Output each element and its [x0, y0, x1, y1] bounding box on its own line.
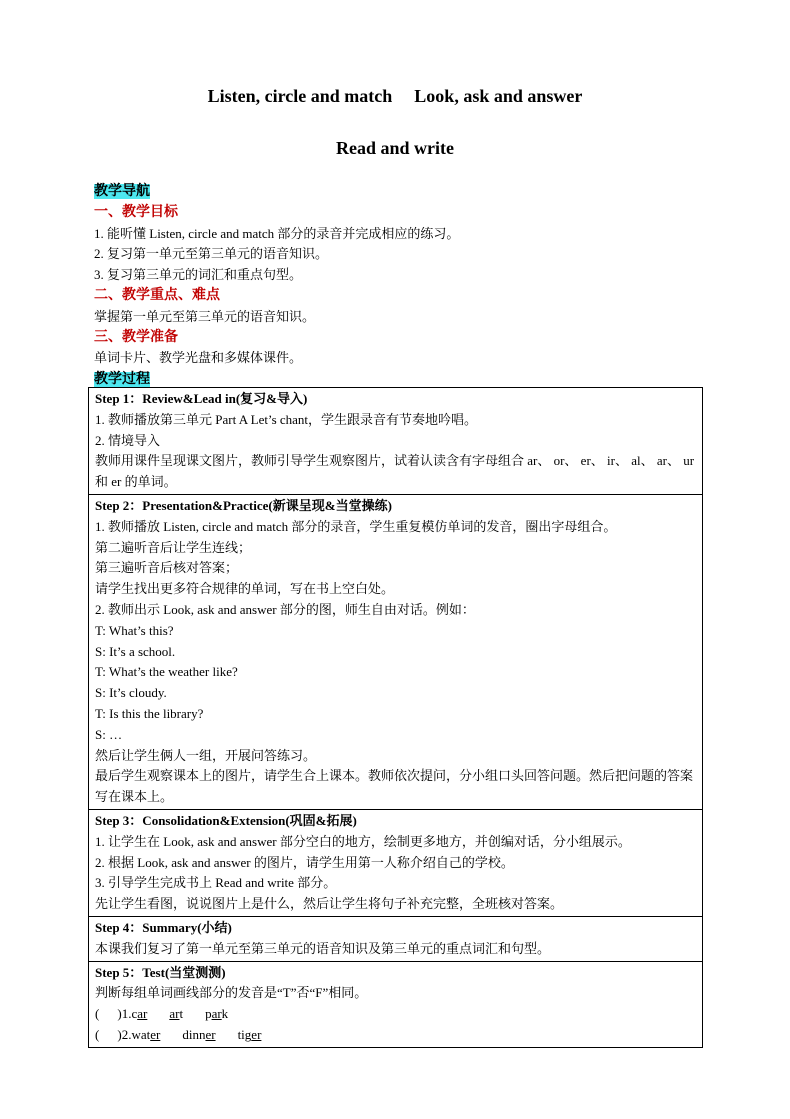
- goal-item: 3. 复习第三单元的词汇和重点句型。: [94, 267, 303, 283]
- step-title: Step 4：Summary(小结): [95, 919, 232, 935]
- test-word: car: [131, 1006, 148, 1022]
- test-word: art: [169, 1006, 184, 1022]
- step-line: 第二遍听音后让学生连线；: [95, 539, 252, 555]
- goals-heading: 一、教学目标: [94, 204, 178, 220]
- step-cell: [89, 388, 703, 495]
- lesson-title-line1: [0, 86, 790, 107]
- dialogue-line: S: It’s cloudy.: [95, 685, 167, 701]
- dialogue-line: T: What’s the weather like?: [95, 664, 238, 680]
- step-cell: [89, 961, 703, 1047]
- key-points-heading: 二、教学重点、难点: [94, 287, 220, 303]
- step-line: 1. 教师播放第三单元 Part A Let’s chant，学生跟录音有节奏地吟唱。: [95, 411, 478, 427]
- preparation-text: 单词卡片、教学光盘和多媒体课件。: [94, 350, 303, 366]
- step-line: 教师用课件呈现课文图片，教师引导学生观察图片，试着认读含有字母组合 ar、 or、 er、 ir、 al、 ar、 ur 和 er 的单词。: [95, 453, 695, 490]
- test-item: ( )2.water dinner tiger: [95, 1026, 262, 1042]
- step-cell: [89, 494, 703, 809]
- test-word: park: [205, 1006, 229, 1022]
- table-row: [89, 809, 703, 916]
- step-line: 请学生找出更多符合规律的单词，写在书上空白处。: [95, 581, 395, 597]
- test-word: water: [131, 1026, 161, 1042]
- test-word: tiger: [237, 1026, 262, 1042]
- step-title: Step 1：Review&Lead in(复习&导入): [95, 391, 308, 406]
- dialogue-line: S: It’s a school.: [95, 643, 176, 659]
- dialogue-line: S: …: [95, 726, 123, 742]
- preparation-heading: 三、教学准备: [94, 329, 178, 345]
- step-line: 3. 引导学生完成书上 Read and write 部分。: [95, 875, 337, 891]
- dialogue-line: T: Is this the library?: [95, 705, 204, 721]
- dialogue-line: T: What’s this?: [95, 622, 174, 638]
- step-line: 先让学生看图，说说图片上是什么，然后让学生将句子补充完整，全班核对答案。: [95, 896, 564, 912]
- teaching-guide: [94, 181, 704, 391]
- step-title: Step 5：Test(当堂测测): [95, 964, 226, 980]
- table-row: [89, 916, 703, 961]
- step-cell: [89, 916, 703, 961]
- table-row: [89, 961, 703, 1047]
- title-listen-circle-match: Listen, circle and match: [207, 86, 393, 106]
- step-line: 1. 让学生在 Look, ask and answer 部分空白的地方，绘制更多地方，并创编对话，分小组展示。: [95, 833, 631, 849]
- step-line: 本课我们复习了第一单元至第三单元的语音知识及第三单元的重点词汇和句型。: [95, 940, 551, 956]
- step-title: Step 2：Presentation&Practice(新课呈现&当堂操练): [95, 497, 392, 513]
- step-line: 然后让学生俩人一组，开展问答练习。: [95, 747, 317, 763]
- step-line: 2. 教师出示 Look, ask and answer 部分的图，师生自由对话。例如：: [95, 601, 475, 617]
- step-title: Step 3：Consolidation&Extension(巩固&拓展): [95, 812, 357, 828]
- table-row: [89, 388, 703, 495]
- step-line: 2. 情境导入: [95, 432, 161, 448]
- table-row: [89, 494, 703, 809]
- title-look-ask-answer: Look, ask and answer: [414, 86, 583, 106]
- guide-header: 教学导航: [94, 184, 150, 199]
- process-header: 教学过程: [94, 372, 150, 388]
- goal-item: 2. 复习第一单元至第三单元的语音知识。: [94, 246, 329, 262]
- step-cell: [89, 809, 703, 916]
- goal-item: 1. 能听懂 Listen, circle and match 部分的录音并完成相应的练习。: [94, 225, 460, 241]
- test-item: ( )1.car art park: [95, 1006, 229, 1022]
- step-line: 判断每组单词画线部分的发音是“T”否“F”相同。: [95, 985, 368, 1001]
- step-line: 2. 根据 Look, ask and answer 的图片，请学生用第一人称介绍自己的学校。: [95, 854, 514, 870]
- test-word: dinner: [182, 1026, 216, 1042]
- step-line: 第三遍听音后核对答案；: [95, 560, 239, 576]
- key-points-text: 掌握第一单元至第三单元的语音知识。: [94, 308, 316, 324]
- lesson-title-line2: Read and write: [336, 138, 454, 158]
- teaching-process-table: [88, 387, 703, 1048]
- step-line: 1. 教师播放 Listen, circle and match 部分的录音，学生重复模仿单词的发音，圈出字母组合。: [95, 518, 617, 534]
- step-line: 最后学生观察课本上的图片，请学生合上课本。教师依次提问，分小组口头回答问题。然后把问题的答案写在课本上。: [95, 768, 694, 805]
